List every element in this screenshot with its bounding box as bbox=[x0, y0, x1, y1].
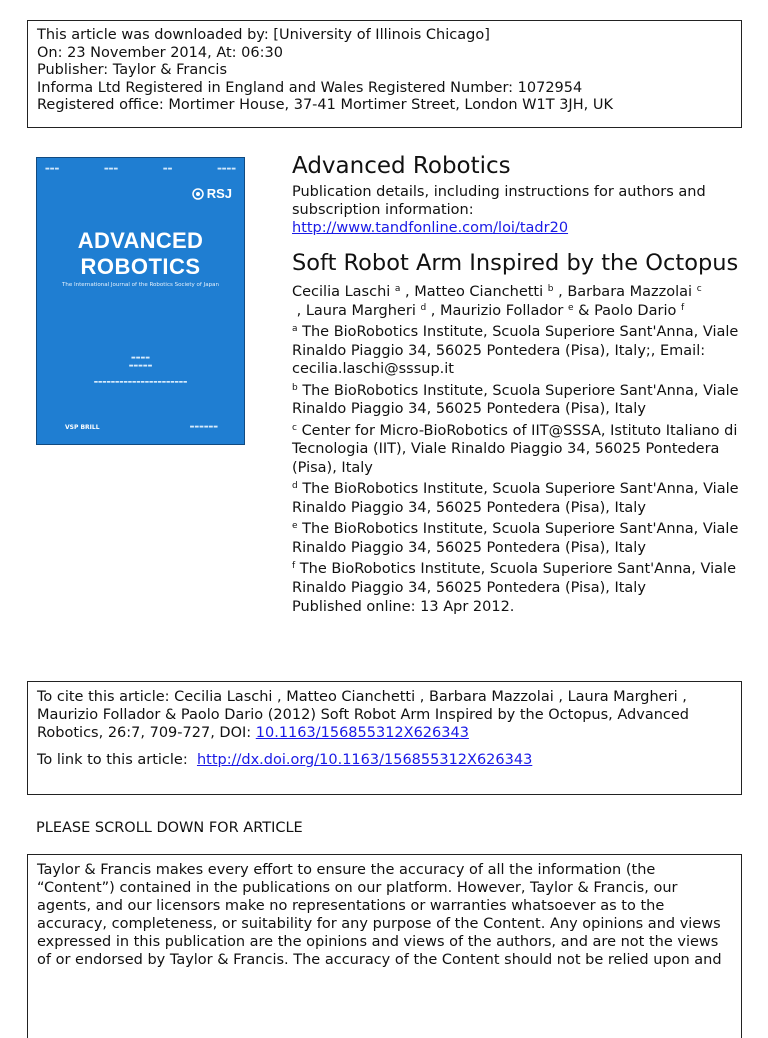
author-affiliation-marker: d bbox=[420, 302, 427, 313]
cover-imprint-marks: ▬▬▬▬▬▬ bbox=[189, 424, 218, 430]
affiliation-marker: d bbox=[292, 481, 298, 491]
download-info-line: On: 23 November 2014, At: 06:30 bbox=[37, 44, 283, 61]
cover-issue-marks: ▬▬▬▬ ▬▬▬▬▬ bbox=[128, 355, 153, 369]
scroll-notice: PLEASE SCROLL DOWN FOR ARTICLE bbox=[36, 820, 303, 836]
cover-subtitle: The International Journal of the Robotics Society of Japan bbox=[62, 282, 219, 288]
affiliation-list bbox=[292, 323, 742, 597]
author-separator: & bbox=[573, 302, 595, 319]
journal-cover-image bbox=[36, 157, 245, 445]
affiliation bbox=[292, 480, 742, 517]
download-info-line: Informa Ltd Registered in England and Wales Registered Number: 1072954 bbox=[37, 79, 583, 96]
cover-publisher: VSP BRILL bbox=[65, 424, 100, 431]
article-doi-url-link[interactable]: http://dx.doi.org/10.1163/156855312X626343 bbox=[196, 752, 533, 768]
author-name: Maurizio Follador bbox=[440, 302, 564, 319]
doi-link[interactable]: 10.1163/156855312X626343 bbox=[255, 725, 469, 741]
author-separator: , bbox=[400, 284, 415, 300]
affiliation-marker: e bbox=[292, 521, 298, 531]
citation-text: To cite this article: Cecilia Laschi , Matteo Cianchetti , Barbara Mazzolai , Laura Margheri , Maurizio Follador & Paolo Dario (2012) Soft Robot Arm Inspired by the Octopus, Advanced Robotics, 26:7, 709-727, DOI: bbox=[37, 689, 690, 741]
affiliation bbox=[292, 520, 742, 557]
cover-title-line2: ROBOTICS bbox=[80, 254, 201, 279]
author-separator: , bbox=[426, 302, 441, 319]
affiliation-marker: f bbox=[292, 561, 296, 571]
publication-details-text: Publication details, including instructions for authors and subscription information: bbox=[292, 184, 706, 218]
download-info-line: Registered office: Mortimer House, 37-41 Mortimer Street, London W1T 3JH, UK bbox=[37, 97, 613, 113]
affiliation-text: The BioRobotics Institute, Scuola Superiore Sant'Anna, Viale Rinaldo Piaggio 34, 56025 Pontedera (Pisa), Italy bbox=[292, 481, 739, 516]
cover-top-strip: ▬▬▬ ▬▬▬ ▬▬ ▬▬▬▬ bbox=[45, 166, 236, 172]
affiliation-marker: a bbox=[292, 324, 298, 334]
cover-editors-marks: ▬▬▬▬▬▬▬▬▬▬▬▬▬▬▬▬▬▬▬▬▬▬ bbox=[93, 380, 188, 385]
affiliation-text: The BioRobotics Institute, Scuola Superiore Sant'Anna, Viale Rinaldo Piaggio 34, 56025 Pontedera (Pisa), Italy;, Email: cecilia.laschi@sssup.it bbox=[292, 324, 739, 377]
author-name: Barbara Mazzolai bbox=[567, 284, 693, 300]
author-separator: , bbox=[553, 284, 568, 300]
disclaimer-box bbox=[27, 854, 742, 1038]
author-affiliation-marker: c bbox=[696, 284, 702, 294]
journal-url-link[interactable]: http://www.tandfonline.com/loi/tadr20 bbox=[292, 220, 569, 236]
publication-details bbox=[292, 183, 742, 237]
author-name: Paolo Dario bbox=[594, 302, 677, 319]
article-title: Soft Robot Arm Inspired by the Octopus bbox=[292, 250, 739, 276]
affiliation-text: Center for Micro-BioRobotics of IIT@SSSA, Istituto Italiano di Tecnologia (IIT), Viale Rinaldo Piaggio 34, 56025 Pontedera (Pisa), Italy bbox=[292, 422, 738, 476]
rsj-logo-text: RSJ bbox=[206, 186, 232, 201]
author-affiliation-marker: a bbox=[394, 284, 401, 294]
affiliation bbox=[292, 323, 742, 379]
author-affiliation-marker: f bbox=[680, 302, 685, 313]
author-affiliation-marker: b bbox=[547, 284, 554, 294]
download-info-line: This article was downloaded by: [University of Illinois Chicago] bbox=[37, 27, 490, 43]
article-link-row bbox=[37, 751, 732, 769]
affiliation bbox=[292, 422, 742, 478]
author-list bbox=[292, 283, 742, 320]
published-online: Published online: 13 Apr 2012. bbox=[292, 599, 515, 615]
affiliation-text: The BioRobotics Institute, Scuola Superiore Sant'Anna, Viale Rinaldo Piaggio 34, 56025 Pontedera (Pisa), Italy bbox=[292, 382, 739, 417]
author-name: Matteo Cianchetti bbox=[414, 284, 544, 300]
citation-box bbox=[27, 681, 742, 795]
affiliation bbox=[292, 382, 742, 419]
rsj-logo bbox=[192, 186, 232, 201]
article-header bbox=[292, 152, 742, 616]
rsj-emblem-icon bbox=[192, 188, 204, 200]
affiliation-text: The BioRobotics Institute, Scuola Superiore Sant'Anna, Viale Rinaldo Piaggio 34, 56025 Pontedera (Pisa), Italy bbox=[292, 521, 739, 556]
author-affiliation-marker: e bbox=[568, 302, 574, 313]
journal-name: Advanced Robotics bbox=[292, 153, 511, 179]
affiliation-marker: c bbox=[292, 422, 297, 433]
affiliation-marker: b bbox=[292, 382, 298, 393]
author-name: Cecilia Laschi bbox=[292, 284, 391, 300]
download-info-box bbox=[27, 20, 742, 128]
author-separator: , bbox=[292, 302, 306, 319]
affiliation-text: The BioRobotics Institute, Scuola Superiore Sant'Anna, Viale Rinaldo Piaggio 34, 56025 Pontedera (Pisa), Italy bbox=[292, 561, 736, 596]
affiliation bbox=[292, 560, 742, 597]
download-info-line: Publisher: Taylor & Francis bbox=[37, 62, 227, 78]
disclaimer-text: Taylor & Francis makes every effort to ensure the accuracy of all the information (the “Content”) contained in the publications on our platform. However, Taylor & Francis, our agents, and our licensors make no representations or warranties whatsoever as to the accuracy, completeness, or suitability for any purpose of the Content. Any opinions and views expressed in this publication are the opinions and views of the authors, and are not the views of or endorsed by Taylor & Francis. The accuracy of the Content should not be relied upon and bbox=[37, 862, 722, 968]
article-link-label: To link to this article: bbox=[37, 752, 188, 768]
author-name: Laura Margheri bbox=[305, 302, 416, 319]
citation bbox=[37, 688, 732, 742]
cover-title-line1: ADVANCED bbox=[77, 228, 204, 253]
